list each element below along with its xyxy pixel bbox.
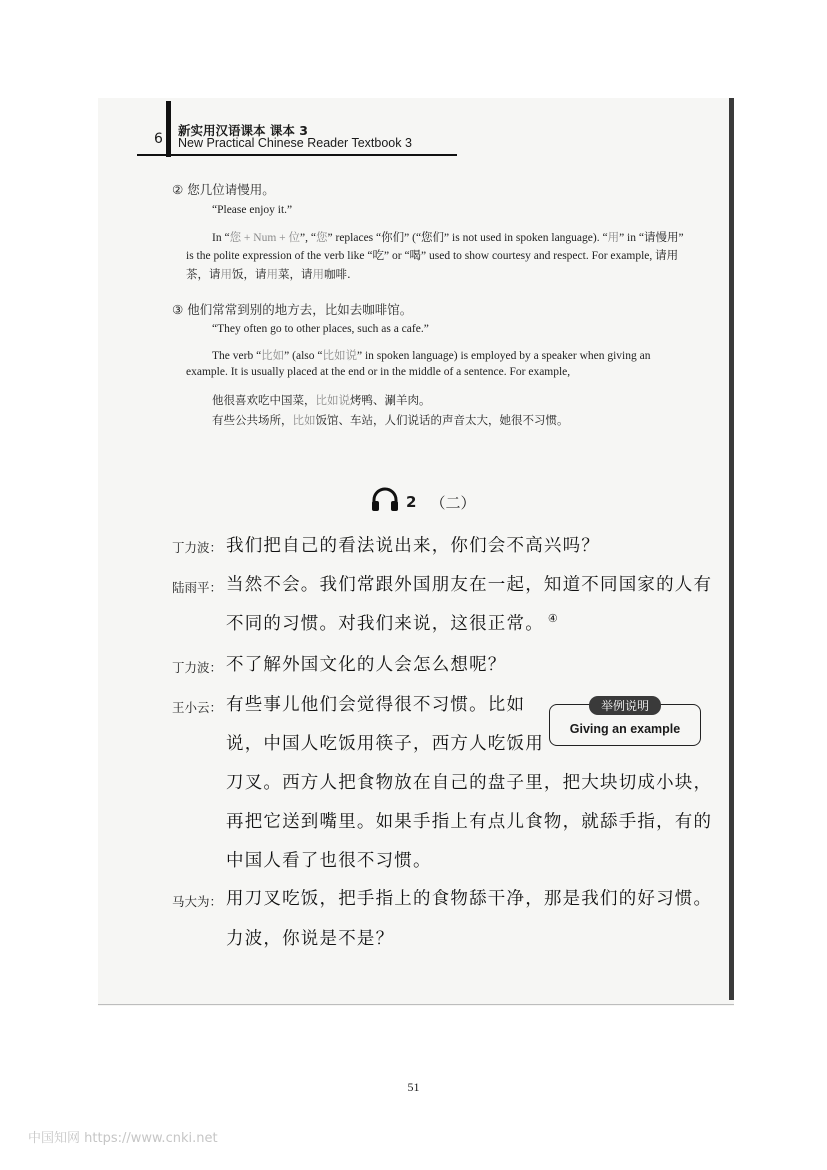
text-run: 茶，请 <box>186 267 221 281</box>
highlighted-term: 用 <box>607 232 620 244</box>
note-2-sentence: 您几位请慢用。 <box>187 182 275 197</box>
text-run: 饭，请 <box>232 267 267 281</box>
highlighted-term: 用 <box>220 267 232 281</box>
speaker-name: 丁力波： <box>172 540 223 555</box>
note-2-heading <box>172 180 275 198</box>
dialogue-line: 有些事儿他们会觉得很不习惯。比如 <box>226 695 526 715</box>
text-run: ”, “ <box>300 232 317 244</box>
text-run: 烤鸭、涮羊肉。 <box>350 393 431 407</box>
page-edge-shadow <box>729 98 734 1000</box>
page-number: 51 <box>407 1080 420 1094</box>
dialogue-text: 不同的习惯。对我们来说，这很正常。 <box>226 614 544 634</box>
speaker-name: 王小云： <box>172 700 223 715</box>
note-2-line-3 <box>186 266 351 282</box>
dialogue-line: 再把它送到嘴里。如果手指上有点儿食物，就舔手指，有的 <box>226 812 713 832</box>
highlighted-term: 比如 <box>292 413 316 427</box>
watermark: 中国知网 https://www.cnki.net <box>28 1131 218 1146</box>
speaker-name: 马大为： <box>172 894 223 909</box>
text-run: 他很喜欢吃中国菜， <box>212 393 316 407</box>
note-3-line-2: example. It is usually placed at the end or in the middle of a sentence. For example, <box>186 366 571 378</box>
text-run: 饭馆、车站，人们说话的声音太大，她很不习惯。 <box>315 413 569 427</box>
note-3-marker: ③ <box>172 302 184 317</box>
dialogue-line: 用刀叉吃饭，把手指上的食物舔干净，那是我们的好习惯。 <box>226 889 713 909</box>
highlighted-term: 您 <box>316 232 328 244</box>
highlighted-term: 比如说 <box>322 350 357 362</box>
text-run: 咖啡. <box>324 267 351 281</box>
header-rule <box>137 154 457 156</box>
header-vertical-bar <box>166 101 171 157</box>
dialogue-line: 力波，你说是不是？ <box>226 929 395 949</box>
dialogue-line: 当然不会。我们常跟外国朋友在一起，知道不同国家的人有 <box>226 575 713 595</box>
audio-section-header <box>370 487 475 517</box>
callout-title-en: Giving an example <box>569 722 681 736</box>
highlighted-term: 用 <box>312 267 324 281</box>
footnote-marker: ④ <box>547 612 559 626</box>
note-2-translation: “Please enjoy it.” <box>212 204 293 216</box>
dialogue-line: 说，中国人吃饭用筷子，西方人吃饭用 <box>226 734 544 754</box>
callout-title-zh: 举例说明 <box>589 696 661 715</box>
chapter-number: 6 <box>154 131 163 147</box>
note-2-line-2: is the polite expression of the verb like “吃” or “喝” used to show courtesy and respect. For example, 请用 <box>186 250 679 262</box>
text-run: ” replaces “你们” (“您们” is not used in spoken language). “ <box>327 232 608 244</box>
book-title-en: New Practical Chinese Reader Textbook 3 <box>178 136 412 150</box>
speaker-name: 陆雨平： <box>172 580 223 595</box>
note-3-example-1 <box>212 392 431 408</box>
dialogue-line-with-footnote <box>226 610 559 635</box>
highlighted-term: 您 + Num + 位 <box>229 232 301 244</box>
speaker-name: 丁力波： <box>172 660 223 675</box>
note-2-line-1 <box>212 229 684 245</box>
text-run: 菜，请 <box>278 267 313 281</box>
text-run: ” in “请慢用” <box>619 232 684 244</box>
dialogue-line: 刀叉。西方人把食物放在自己的盘子里，把大块切成小块， <box>226 773 713 793</box>
highlighted-term: 用 <box>266 267 278 281</box>
audio-track-number: 2 <box>406 493 417 511</box>
book-title-zh: 新实用汉语课本 课本 3 <box>178 123 308 138</box>
note-3-example-2 <box>212 412 569 428</box>
dialogue-line: 不了解外国文化的人会怎么想呢？ <box>226 655 507 675</box>
text-run: ” in spoken language) is employed by a speaker when giving an <box>357 350 651 362</box>
note-3-line-1 <box>212 347 651 363</box>
section-label: （二） <box>430 493 476 512</box>
note-3-sentence: 他们常常到别的地方去，比如去咖啡馆。 <box>187 302 413 317</box>
note-3-heading <box>172 300 412 318</box>
text-run: The verb “ <box>212 350 262 362</box>
text-run: In “ <box>212 232 230 244</box>
text-run: ” (also “ <box>284 350 323 362</box>
text-run: 有些公共场所， <box>212 413 293 427</box>
dialogue-line: 我们把自己的看法说出来，你们会不高兴吗？ <box>226 536 600 556</box>
highlighted-term: 比如 <box>261 350 285 362</box>
note-3-translation: “They often go to other places, such as a cafe.” <box>212 323 429 335</box>
dialogue-line: 中国人看了也很不习惯。 <box>226 851 432 871</box>
giving-example-callout <box>549 699 701 746</box>
note-2-marker: ② <box>172 182 184 197</box>
headphones-icon <box>370 487 400 517</box>
highlighted-term: 比如说 <box>315 393 350 407</box>
page-bottom-edge <box>98 1004 734 1005</box>
